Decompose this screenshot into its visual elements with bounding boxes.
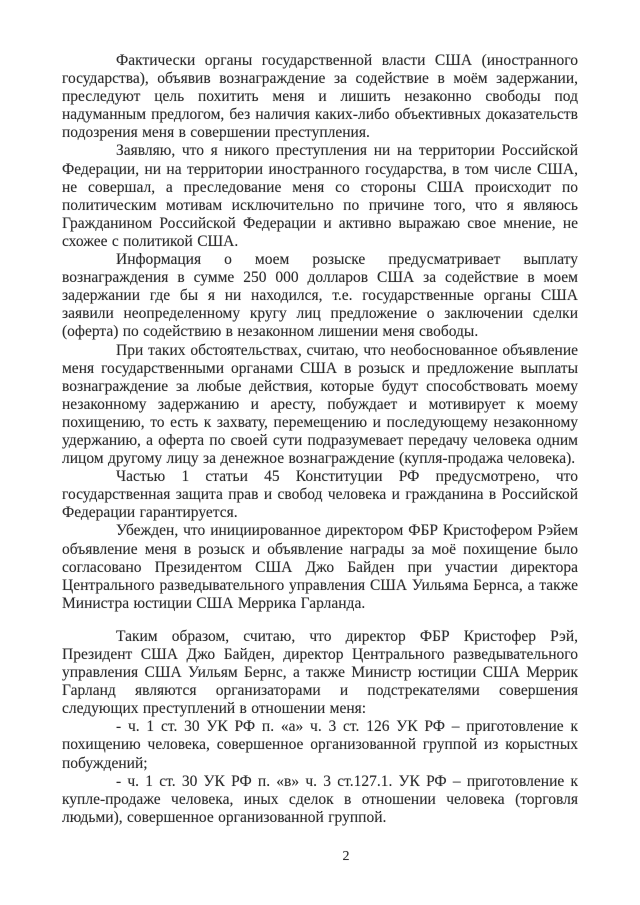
paragraph-9-list-item: - ч. 1 ст. 30 УК РФ п. «в» ч. 3 ст.127.1. УК РФ – приготовление к купле-продаже человека, иных сделок в отношении человека (торговля людьми), совершенное организованной группой.: [62, 772, 578, 826]
paragraph-3: Информация о моем розыске предусматривает выплату вознаграждения в сумме 250 000 долларов США за содействие в моем задержании где бы я ни находился, т.е. государственные органы США заявили неопределенному кругу лиц предложение о заключении сделки (оферта) по содействию в незаконном лишении меня свободы.: [62, 251, 578, 341]
paragraph-4: При таких обстоятельствах, считаю, что необоснованное объявление меня государственными органами США в розыск и предложение выплаты вознаграждение за любые действия, которые будут способствовать моему незаконному задержанию и аресту, побуждает и мотивирует к моему похищению, то есть к захвату, перемещению и последующему незаконному удержанию, а оферта по своей сути подразумевает передачу человека одним лицом другому лицу за денежное вознаграждение (купля-продажа человека).: [62, 341, 578, 468]
paragraph-2: Заявляю, что я никого преступления ни на территории Российской Федерации, ни на территории иностранного государства, в том числе США, не совершал, а преследование меня со стороны США происходит по политическим мотивам исключительно по причине того, что я являюсь Гражданином Российской Федерации и активно выражаю свое мнение, не схожее с политикой США.: [62, 142, 578, 250]
paragraph-7: Таким образом, считаю, что директор ФБР Кристофер Рэй, Президент США Джо Байден, директор Центрального разведывательного управления США Уильям Бернс, а также Министр юстиции США Меррик Гарланд являются организаторами и подстрекателями совершения следующих преступлений в отношении меня:: [62, 627, 578, 718]
paragraph-6: Убежден, что инициированное директором ФБР Кристофером Рэйем объявление меня в розыск и объявление награды за моё похищение было согласовано Президентом США Джо Байден при участии директора Центрального разведывательного управления США Уильяма Бернса, а также Министра юстиции США Меррика Гарланда.: [62, 522, 578, 612]
paragraph-5: Частью 1 статьи 45 Конституции РФ предусмотрено, что государственная защита прав и свобод человека и гражданина в Российской Федерации гарантируется.: [62, 468, 578, 522]
paragraph-8-list-item: - ч. 1 ст. 30 УК РФ п. «а» ч. 3 ст. 126 УК РФ – приготовление к похищению человека, совершенное организованной группой из корыстных побуждений;: [62, 718, 578, 772]
page-number: 2: [342, 848, 350, 864]
paragraph-1: Фактически органы государственной власти США (иностранного государства), объявив вознаграждение за содействие в моём задержании, преследуют цель похитить меня и лишить незаконно свободы под надуманным предлогом, без наличия каких-либо объективных доказательств подозрения меня в совершении преступления.: [62, 52, 578, 142]
